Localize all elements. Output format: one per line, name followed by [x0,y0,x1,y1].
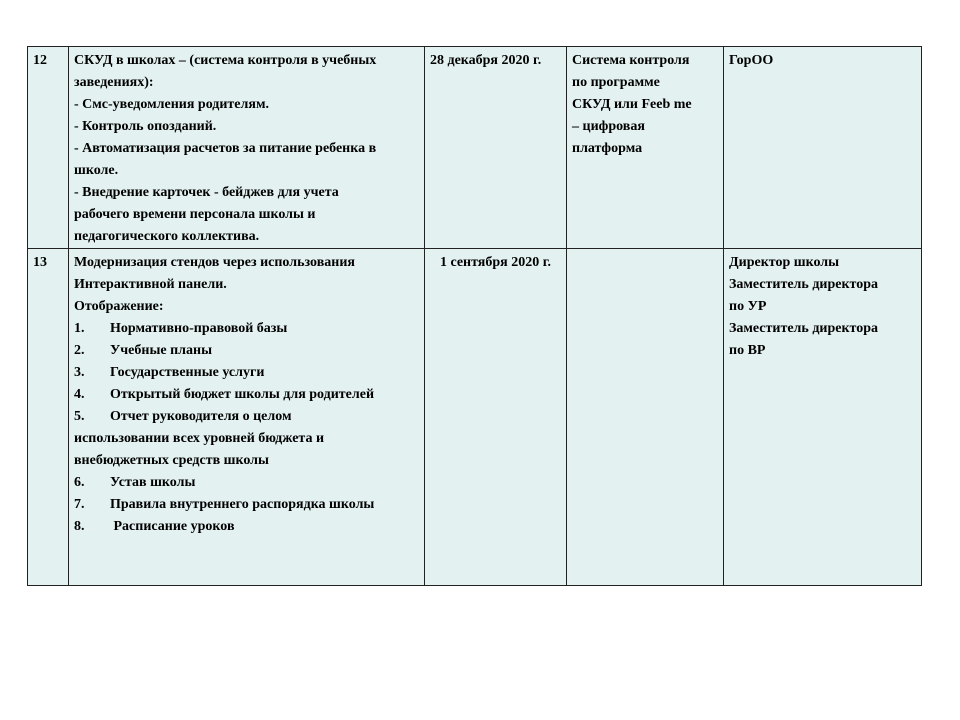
deadline-date: 1 сентября 2020 г. [439,255,552,270]
list-item-number: 4. [74,387,85,402]
responsible-line: Директор школы [729,255,840,270]
mechanism-line: платформа [572,141,643,156]
row-number-cell [28,249,69,586]
list-item-text: Открытый бюджет школы для родителей [110,387,375,402]
description-line: Интерактивной панели. [74,277,227,292]
description-line: СКУД в школах – (система контроля в учебных [74,53,377,68]
responsible-line: Заместитель директора [729,321,879,336]
responsible-cell [724,249,922,586]
list-item-number: 3. [74,365,85,380]
description-line: - Смс-уведомления родителям. [74,97,269,112]
list-item [74,384,419,406]
responsible-line: ГорОО [729,53,774,68]
list-item-number: 1. [74,321,85,336]
plan-table [27,46,922,586]
list-item [74,472,419,494]
list-item-number: 6. [74,475,85,490]
responsible-cell [724,47,922,249]
description-cell [69,249,425,586]
list-item-text: Учебные планы [110,343,213,358]
row-number-cell [28,47,69,249]
mechanism-line: СКУД или Feeb me [572,97,692,112]
description-line: рабочего времени персонала школы и [74,207,316,222]
date-cell [425,249,567,586]
mechanism-cell [567,249,724,586]
mechanism-line: Система контроля [572,53,690,68]
list-item-number: 8. [74,519,85,534]
description-line: Отображение: [74,299,164,314]
responsible-line: по УР [729,299,767,314]
description-line: педагогического коллектива. [74,229,260,244]
mechanism-line: – цифровая [572,119,645,134]
list-item-text: Государственные услуги [110,365,265,380]
responsible-line: по ВР [729,343,766,358]
responsible-line: Заместитель директора [729,277,879,292]
table-row [28,249,922,586]
deadline-date: 28 декабря 2020 г. [430,53,542,68]
description-line: - Контроль опозданий. [74,119,217,134]
list-item-text: Расписание уроков [110,519,235,534]
description-line: внебюджетных средств школы [74,453,269,468]
description-line: - Автоматизация расчетов за питание ребенка в [74,141,377,156]
date-cell [425,47,567,249]
description-line: заведениях): [74,75,154,90]
row-number: 12 [33,53,47,68]
list-item [74,362,419,384]
list-item-text: Правила внутреннего распорядка школы [110,497,375,512]
mechanism-cell [567,47,724,249]
description-line: - Внедрение карточек - бейджев для учета [74,185,339,200]
list-item-number: 7. [74,497,85,512]
list-item-number: 2. [74,343,85,358]
list-item [74,516,419,538]
mechanism-line: по программе [572,75,660,90]
list-item [74,318,419,340]
list-item-text: Отчет руководителя о целом [110,409,292,424]
description-line: использовании всех уровней бюджета и [74,431,325,446]
description-line: Модернизация стендов через использования [74,255,355,270]
table-row [28,47,922,249]
list-item-text: Нормативно-правовой базы [110,321,288,336]
description-cell [69,47,425,249]
list-item-text: Устав школы [110,475,196,490]
list-item [74,406,419,428]
list-item [74,340,419,362]
row-number: 13 [33,255,47,270]
list-item [74,494,419,516]
description-line: школе. [74,163,119,178]
list-item-number: 5. [74,409,85,424]
